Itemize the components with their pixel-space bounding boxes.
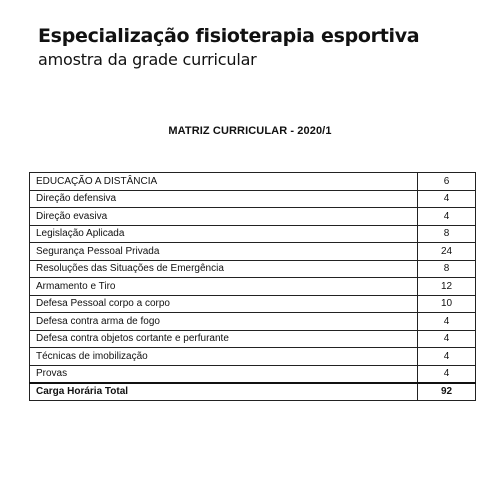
hours-cell: 4 [418, 330, 476, 348]
subject-cell: Defesa contra arma de fogo [30, 313, 418, 331]
hours-cell: 4 [418, 348, 476, 366]
table-row [30, 278, 476, 296]
total-label: Carga Horária Total [30, 383, 418, 401]
subject-cell: EDUCAÇÃO A DISTÂNCIA [30, 173, 418, 191]
hours-cell: 8 [418, 225, 476, 243]
table-row [30, 260, 476, 278]
table-row [30, 348, 476, 366]
subject-cell: Armamento e Tiro [30, 278, 418, 296]
hours-cell: 4 [418, 208, 476, 226]
subject-cell: Defesa Pessoal corpo a corpo [30, 295, 418, 313]
table-row [30, 173, 476, 191]
hours-cell: 6 [418, 173, 476, 191]
hours-cell: 4 [418, 365, 476, 383]
table-row [30, 295, 476, 313]
subject-cell: Direção evasiva [30, 208, 418, 226]
table-row [30, 243, 476, 261]
subject-cell: Resoluções das Situações de Emergência [30, 260, 418, 278]
total-hours: 92 [418, 383, 476, 401]
hours-cell: 8 [418, 260, 476, 278]
hours-cell: 10 [418, 295, 476, 313]
page-subtitle: amostra da grade curricular [38, 50, 257, 69]
table-row [30, 330, 476, 348]
total-row [30, 383, 476, 401]
table-row [30, 225, 476, 243]
table-row [30, 365, 476, 383]
subject-cell: Legislação Aplicada [30, 225, 418, 243]
page-title: Especialização fisioterapia esportiva [38, 25, 420, 47]
hours-cell: 12 [418, 278, 476, 296]
hours-cell: 24 [418, 243, 476, 261]
subject-cell: Técnicas de imobilização [30, 348, 418, 366]
subject-cell: Direção defensiva [30, 190, 418, 208]
hours-cell: 4 [418, 190, 476, 208]
subject-cell: Segurança Pessoal Privada [30, 243, 418, 261]
table-row [30, 190, 476, 208]
table-caption: MATRIZ CURRICULAR - 2020/1 [168, 125, 332, 137]
hours-cell: 4 [418, 313, 476, 331]
subject-cell: Defesa contra objetos cortante e perfurante [30, 330, 418, 348]
table-row [30, 313, 476, 331]
table-row [30, 208, 476, 226]
curriculum-table [29, 172, 476, 401]
subject-cell: Provas [30, 365, 418, 383]
